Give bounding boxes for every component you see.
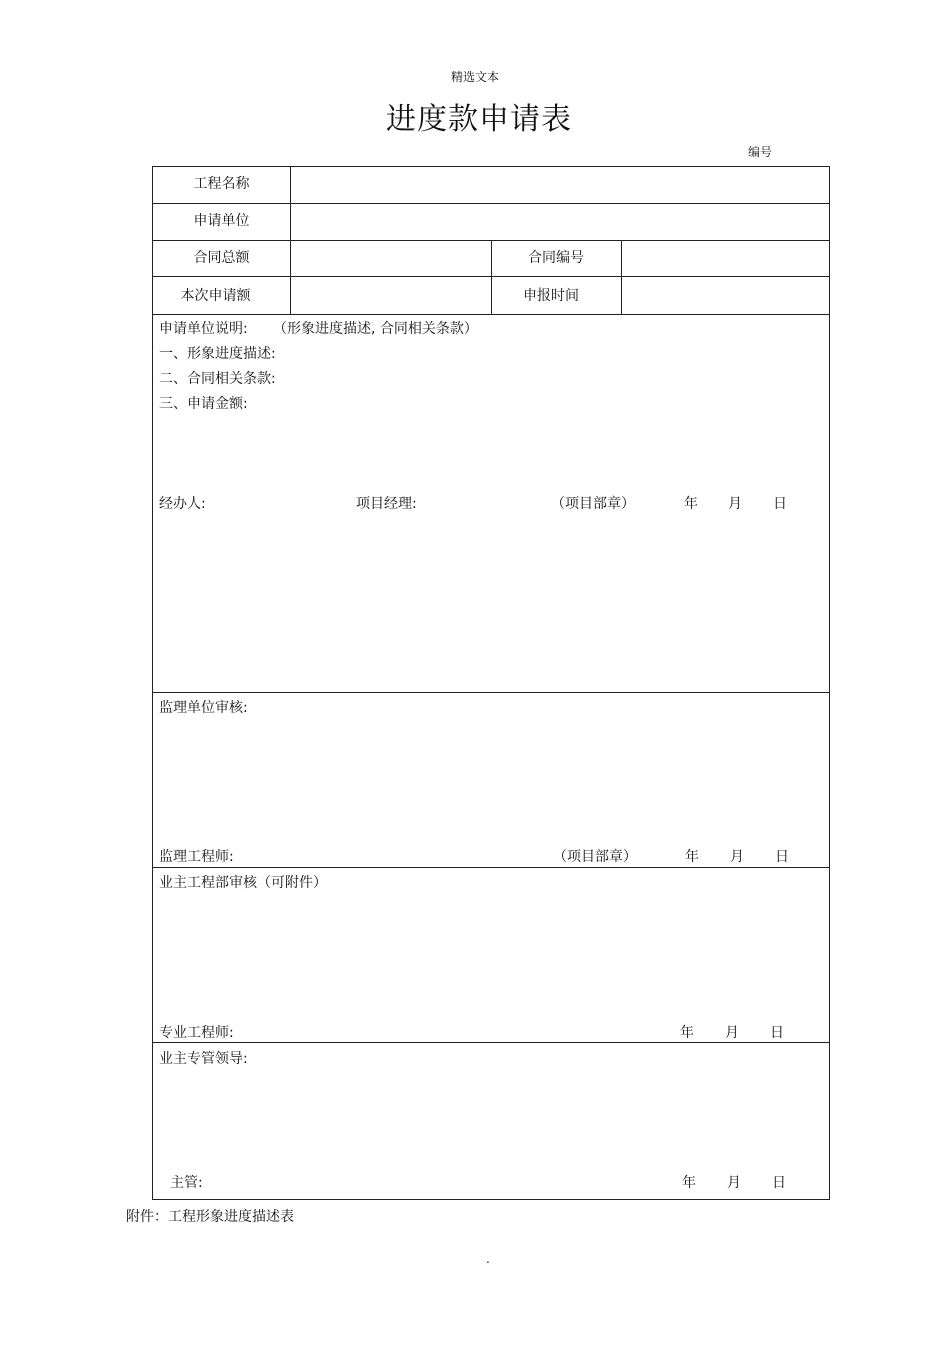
page-mark: . bbox=[486, 1252, 490, 1266]
supervisor-review-area[interactable] bbox=[153, 719, 829, 839]
date-month-label: 月 bbox=[730, 849, 744, 865]
contract-number-field[interactable] bbox=[622, 241, 829, 276]
project-manager-label: 项目经理: bbox=[356, 496, 417, 512]
date-month-label: 月 bbox=[727, 1175, 741, 1191]
applicant-unit-label: 申请单位 bbox=[193, 213, 250, 229]
applicant-section-note: （形象进度描述, 合同相关条款） bbox=[273, 321, 478, 337]
attachment-note: 附件：工程形象进度描述表 bbox=[126, 1209, 294, 1225]
serial-number-label: 编号 bbox=[748, 145, 773, 159]
contract-total-label: 合同总额 bbox=[193, 250, 250, 266]
project-seal-label: （项目部章） bbox=[551, 496, 635, 512]
date-year-label: 年 bbox=[682, 1175, 696, 1191]
supervisor-section-heading: 监理单位审核: bbox=[159, 700, 248, 716]
item-progress-description: 一、形象进度描述: bbox=[159, 346, 276, 362]
row-divider bbox=[153, 314, 829, 315]
project-name-label: 工程名称 bbox=[193, 176, 250, 192]
date-day-label: 日 bbox=[773, 496, 787, 512]
handler-label: 经办人: bbox=[159, 496, 206, 512]
report-time-field[interactable] bbox=[622, 277, 829, 314]
date-month-label: 月 bbox=[725, 1025, 739, 1041]
applicant-section-heading: 申请单位说明: bbox=[159, 321, 248, 337]
date-year-label: 年 bbox=[684, 496, 698, 512]
contract-number-label: 合同编号 bbox=[528, 250, 584, 266]
application-form bbox=[152, 166, 830, 1200]
supervisor-seal-label: （项目部章） bbox=[553, 849, 637, 865]
applicant-description-area[interactable] bbox=[153, 412, 829, 492]
current-amount-label: 本次申请额 bbox=[180, 288, 251, 304]
supervisor-label: 主管: bbox=[170, 1175, 203, 1191]
date-day-label: 日 bbox=[775, 849, 789, 865]
page-title: 进度款申请表 bbox=[386, 102, 572, 137]
report-time-label: 申报时间 bbox=[523, 288, 579, 304]
owner-lead-review-area[interactable] bbox=[153, 1070, 829, 1170]
contract-total-field[interactable] bbox=[291, 241, 491, 276]
owner-lead-section-heading: 业主专管领导: bbox=[159, 1051, 248, 1067]
supervising-engineer-label: 监理工程师: bbox=[159, 849, 234, 865]
owner-dept-review-area[interactable] bbox=[153, 894, 829, 1019]
date-day-label: 日 bbox=[772, 1175, 786, 1191]
section-divider bbox=[153, 1042, 829, 1043]
page-header-text: 精选文本 bbox=[450, 70, 499, 84]
current-amount-field[interactable] bbox=[291, 277, 491, 314]
specialist-engineer-label: 专业工程师: bbox=[159, 1025, 234, 1041]
date-year-label: 年 bbox=[680, 1025, 694, 1041]
date-year-label: 年 bbox=[685, 849, 699, 865]
item-amount: 三、申请金额: bbox=[159, 396, 248, 412]
item-contract-clauses: 二、合同相关条款: bbox=[159, 371, 276, 387]
applicant-unit-field[interactable] bbox=[291, 204, 829, 240]
section-divider bbox=[153, 692, 829, 693]
project-name-field[interactable] bbox=[291, 167, 829, 203]
date-day-label: 日 bbox=[770, 1025, 784, 1041]
section-divider bbox=[153, 867, 829, 868]
owner-dept-section-heading: 业主工程部审核（可附件） bbox=[159, 875, 327, 891]
date-month-label: 月 bbox=[728, 496, 742, 512]
